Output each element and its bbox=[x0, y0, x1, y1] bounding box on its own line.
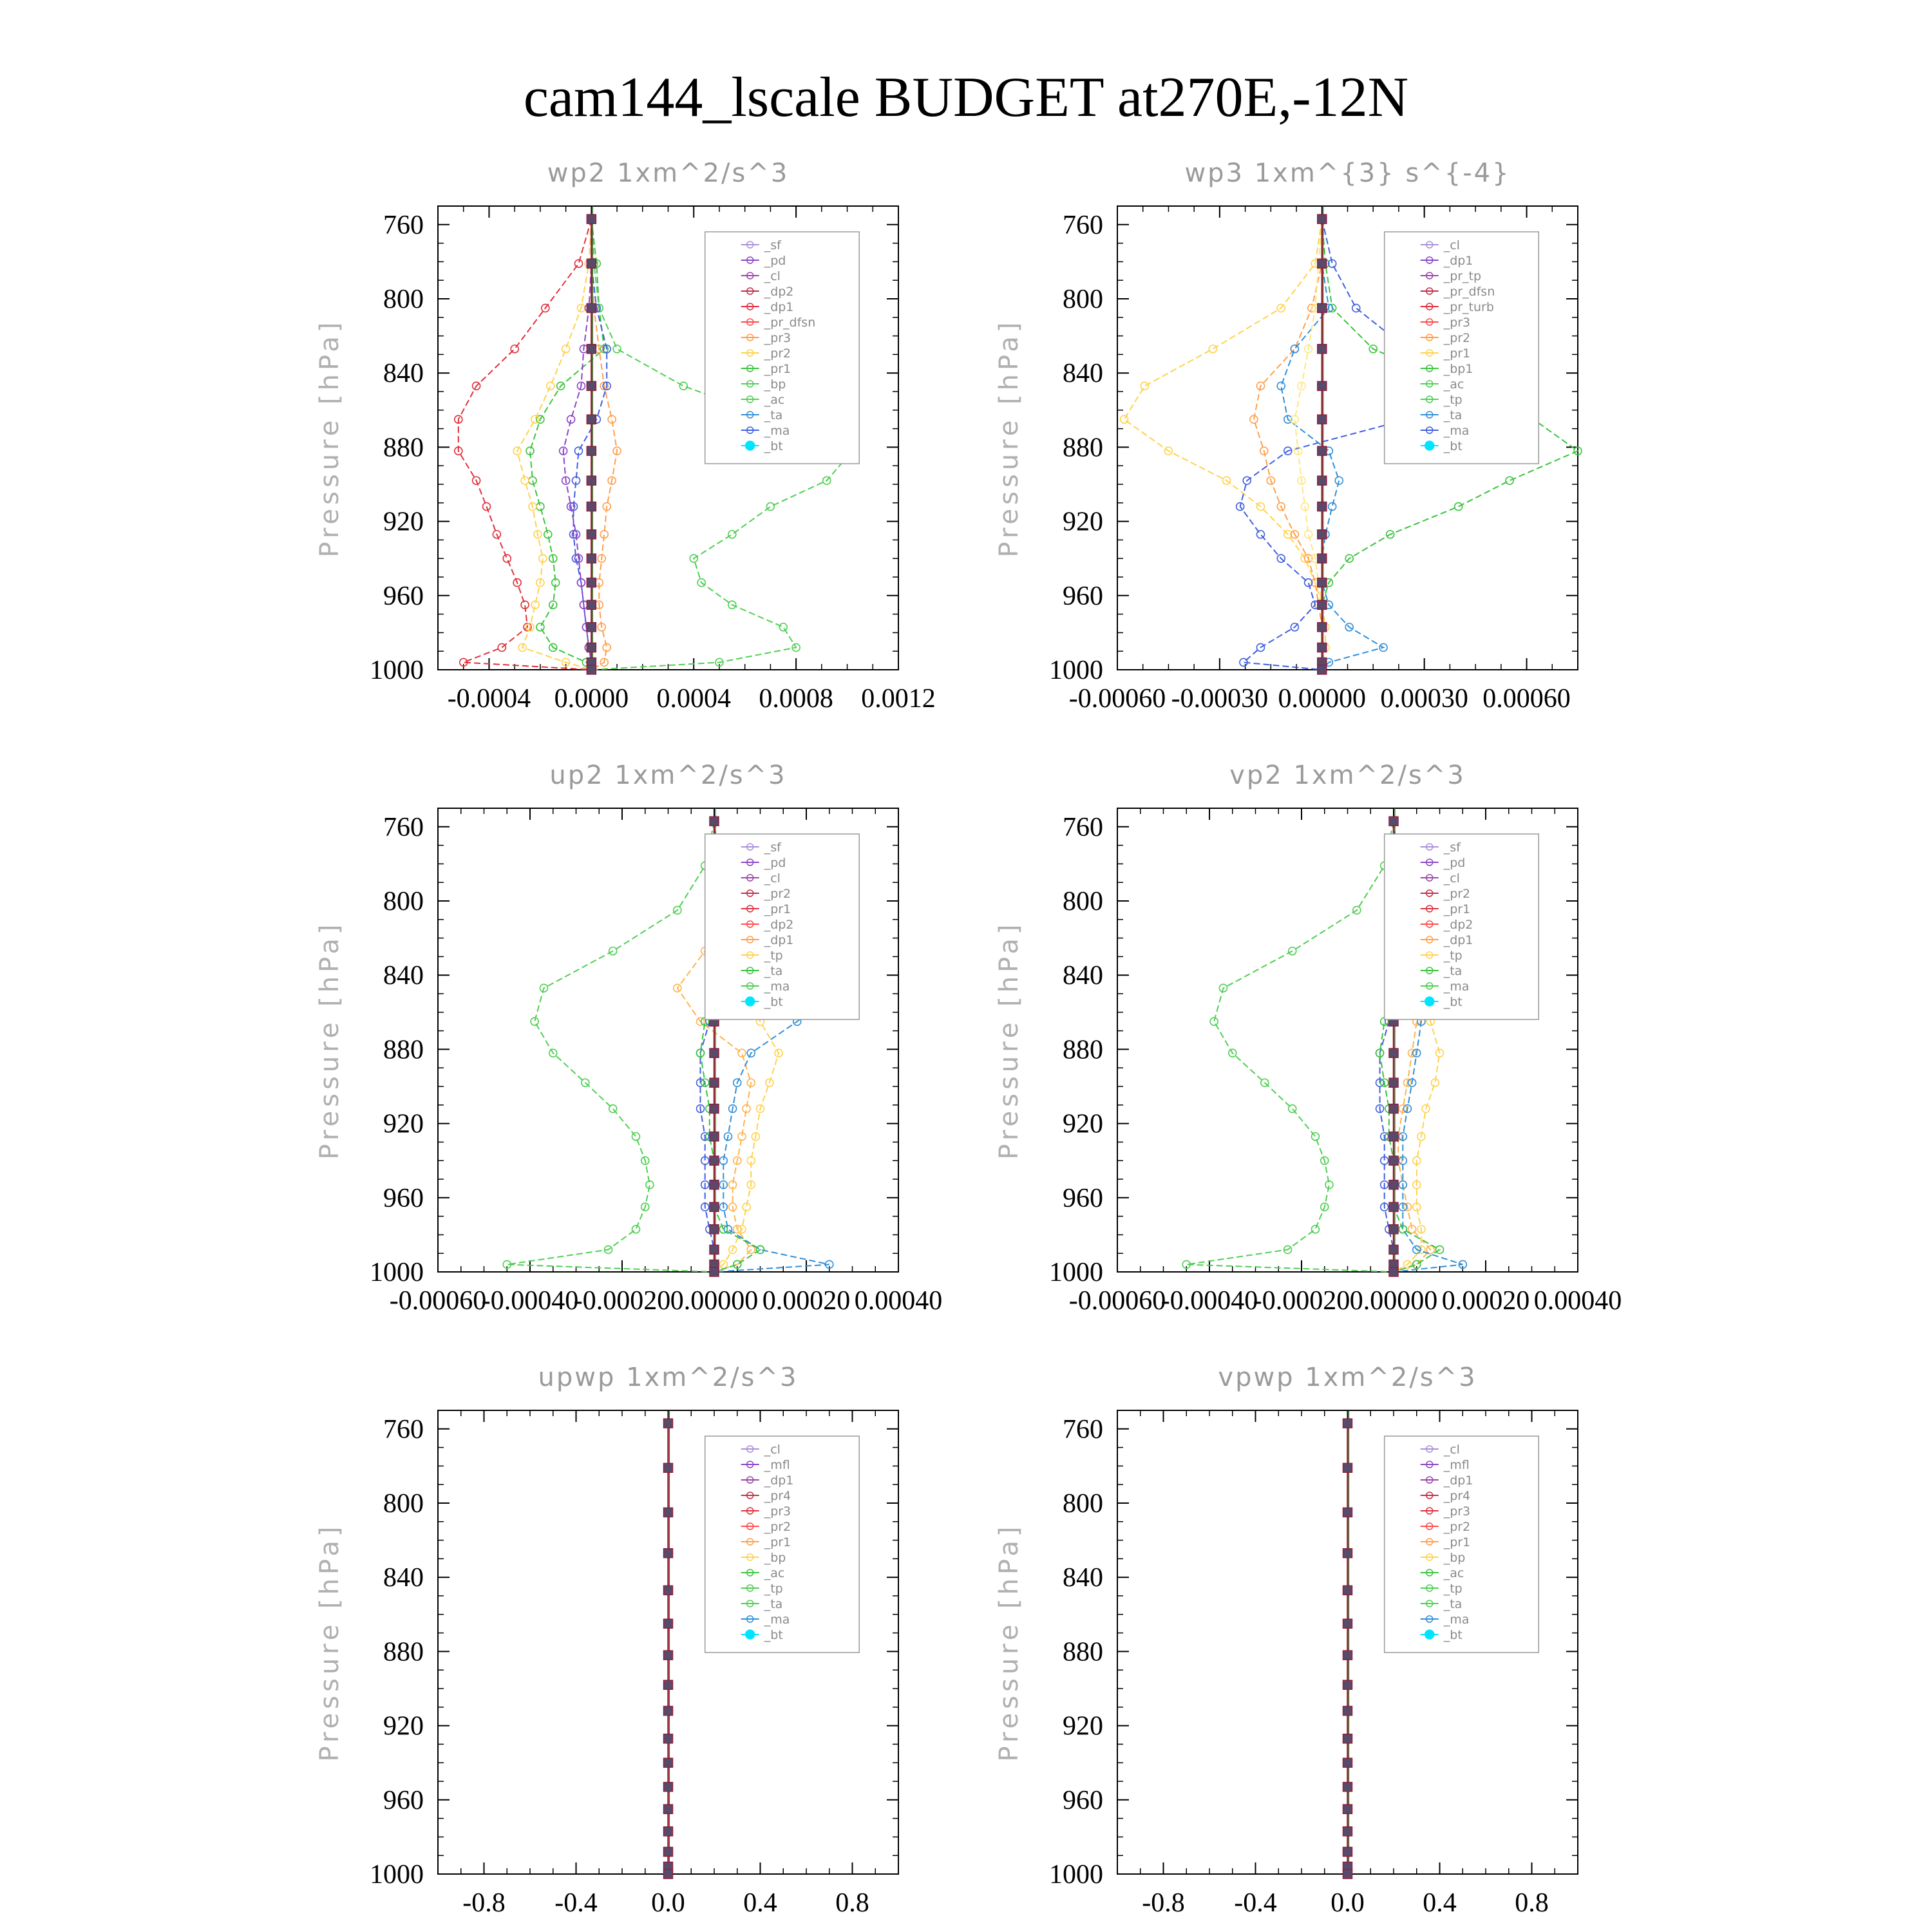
zero-marker bbox=[664, 1619, 673, 1628]
y-tick-label: 1000 bbox=[1049, 656, 1103, 685]
y-axis-label: Pressure [hPa] bbox=[994, 920, 1024, 1160]
x-tick-label: 0.00040 bbox=[1533, 1286, 1622, 1316]
y-tick-label: 760 bbox=[1063, 1414, 1103, 1444]
x-tick-label: -0.8 bbox=[1142, 1888, 1185, 1918]
y-axis-label: Pressure [hPa] bbox=[994, 1522, 1024, 1762]
legend bbox=[705, 1436, 860, 1653]
zero-marker bbox=[1343, 1734, 1352, 1743]
y-tick-label: 920 bbox=[1063, 1109, 1103, 1139]
x-tick-label: -0.8 bbox=[462, 1888, 506, 1918]
zero-marker bbox=[1318, 446, 1327, 455]
legend-label: _pr_tp bbox=[1443, 269, 1482, 283]
y-tick-label: 1000 bbox=[370, 1860, 424, 1889]
zero-marker bbox=[587, 530, 596, 539]
legend-marker bbox=[1425, 997, 1434, 1006]
x-tick-label: 0.0000 bbox=[554, 684, 629, 714]
x-tick-label: -0.00020 bbox=[1253, 1286, 1350, 1316]
legend-label: _pr_turb bbox=[1443, 300, 1494, 314]
zero-marker bbox=[587, 259, 596, 268]
zero-marker bbox=[1318, 643, 1327, 652]
panel-title: wp3 1xm^{3} s^{-4} bbox=[1184, 158, 1511, 188]
legend bbox=[705, 834, 860, 1019]
y-tick-label: 840 bbox=[1063, 961, 1103, 991]
legend-label: _pr1 bbox=[1443, 1535, 1471, 1549]
x-tick-label: 0.00040 bbox=[854, 1286, 943, 1316]
y-tick-label: 800 bbox=[383, 887, 424, 916]
zero-marker bbox=[1318, 623, 1327, 632]
zero-marker bbox=[664, 1549, 673, 1558]
legend-label: _dp1 bbox=[764, 933, 794, 947]
zero-marker bbox=[710, 1202, 719, 1211]
legend-label: _pr1 bbox=[764, 1535, 791, 1549]
legend-label: _bp bbox=[764, 1551, 786, 1565]
zero-marker bbox=[587, 665, 596, 674]
zero-marker bbox=[664, 1463, 673, 1472]
zero-marker bbox=[710, 1078, 719, 1087]
legend-label: _dp1 bbox=[764, 300, 794, 314]
zero-marker bbox=[710, 1104, 719, 1113]
legend-label: _pr1 bbox=[1443, 346, 1471, 361]
zero-marker bbox=[664, 1734, 673, 1743]
zero-marker bbox=[587, 476, 596, 485]
y-axis-label: Pressure [hPa] bbox=[994, 318, 1024, 558]
zero-marker bbox=[664, 1783, 673, 1792]
zero-marker bbox=[1318, 530, 1327, 539]
legend-label: _sf bbox=[764, 840, 781, 855]
y-tick-label: 960 bbox=[1063, 581, 1103, 611]
x-tick-label: 0.00020 bbox=[762, 1286, 851, 1316]
y-tick-label: 960 bbox=[383, 1785, 424, 1815]
y-tick-label: 840 bbox=[1063, 1563, 1103, 1593]
legend-label: _ac bbox=[1443, 377, 1464, 392]
panel-title: vpwp 1xm^2/s^3 bbox=[1218, 1363, 1477, 1392]
y-tick-label: 920 bbox=[1063, 1711, 1103, 1741]
legend-label: _cl bbox=[1443, 238, 1460, 252]
zero-marker bbox=[1343, 1758, 1352, 1767]
legend-label: _ma bbox=[764, 1613, 790, 1627]
zero-marker bbox=[587, 415, 596, 424]
zero-marker bbox=[664, 1680, 673, 1689]
legend-label: _tp bbox=[1443, 949, 1463, 963]
y-tick-label: 800 bbox=[1063, 1489, 1103, 1519]
legend-label: _dp1 bbox=[1443, 254, 1473, 268]
x-tick-label: 0.0 bbox=[651, 1888, 685, 1918]
zero-marker bbox=[1343, 1827, 1352, 1836]
y-tick-label: 1000 bbox=[1049, 1258, 1103, 1287]
y-tick-label: 1000 bbox=[370, 656, 424, 685]
legend-label: _ta bbox=[764, 1597, 783, 1611]
zero-marker bbox=[664, 1827, 673, 1836]
x-tick-label: -0.00020 bbox=[573, 1286, 671, 1316]
y-tick-label: 800 bbox=[383, 1489, 424, 1519]
legend-label: _pr3 bbox=[764, 331, 791, 345]
y-axis-label: Pressure [hPa] bbox=[315, 920, 345, 1160]
legend-label: _pr1 bbox=[764, 902, 791, 916]
legend-label: _pr2 bbox=[764, 346, 791, 361]
legend-marker bbox=[746, 441, 755, 450]
y-tick-label: 880 bbox=[1063, 433, 1103, 463]
zero-marker bbox=[710, 1048, 719, 1057]
zero-marker bbox=[1343, 1783, 1352, 1792]
zero-marker bbox=[1389, 1078, 1398, 1087]
legend-label: _pr3 bbox=[1443, 1504, 1471, 1519]
legend-label: _pr4 bbox=[1443, 1489, 1471, 1503]
legend-label: _bt bbox=[764, 439, 783, 453]
legend-label: _ac bbox=[764, 1566, 785, 1580]
zero-marker bbox=[1318, 345, 1327, 354]
legend-label: _pr4 bbox=[764, 1489, 791, 1503]
y-tick-label: 800 bbox=[1063, 887, 1103, 916]
legend bbox=[1385, 232, 1539, 464]
legend-label: _ta bbox=[764, 408, 783, 422]
x-tick-label: -0.00030 bbox=[1171, 684, 1269, 714]
y-tick-label: 760 bbox=[1063, 812, 1103, 842]
zero-marker bbox=[710, 1245, 719, 1254]
legend-label: _bp bbox=[764, 377, 786, 392]
zero-marker bbox=[1343, 1707, 1352, 1716]
legend-label: _tp bbox=[1443, 1582, 1463, 1596]
legend bbox=[1385, 834, 1539, 1019]
legend-label: _cl bbox=[764, 1443, 781, 1457]
zero-marker bbox=[1389, 1132, 1398, 1141]
y-tick-label: 760 bbox=[1063, 210, 1103, 240]
y-tick-label: 1000 bbox=[1049, 1860, 1103, 1889]
legend-label: _bt bbox=[1443, 439, 1463, 453]
legend-label: _pr2 bbox=[1443, 1520, 1471, 1534]
zero-marker bbox=[1318, 502, 1327, 511]
x-tick-label: 0.00000 bbox=[670, 1286, 759, 1316]
zero-marker bbox=[664, 1707, 673, 1716]
legend-marker bbox=[1425, 441, 1434, 450]
legend-label: _tp bbox=[764, 1582, 783, 1596]
legend bbox=[705, 232, 860, 464]
zero-marker bbox=[1389, 817, 1398, 826]
x-tick-label: -0.00040 bbox=[1160, 1286, 1258, 1316]
y-tick-label: 960 bbox=[383, 581, 424, 611]
zero-marker bbox=[1343, 1651, 1352, 1660]
legend-label: _pr3 bbox=[764, 1504, 791, 1519]
zero-marker bbox=[664, 1870, 673, 1879]
zero-marker bbox=[664, 1758, 673, 1767]
legend-label: _bt bbox=[1443, 995, 1463, 1009]
legend-label: _pr3 bbox=[1443, 316, 1471, 330]
legend-label: _bt bbox=[1443, 1628, 1463, 1642]
zero-marker bbox=[1389, 1180, 1398, 1189]
y-tick-label: 880 bbox=[1063, 1637, 1103, 1667]
zero-marker bbox=[587, 303, 596, 312]
y-tick-label: 800 bbox=[1063, 285, 1103, 314]
legend-label: _ma bbox=[1443, 1613, 1470, 1627]
zero-marker bbox=[1343, 1586, 1352, 1595]
legend-label: _pr1 bbox=[764, 362, 791, 376]
y-tick-label: 880 bbox=[383, 1637, 424, 1667]
x-tick-label: 0.00000 bbox=[1349, 1286, 1438, 1316]
panel-title: up2 1xm^2/s^3 bbox=[549, 761, 787, 790]
x-tick-label: 0.0004 bbox=[656, 684, 731, 714]
zero-marker bbox=[587, 446, 596, 455]
x-tick-label: -0.4 bbox=[554, 1888, 598, 1918]
zero-marker bbox=[1318, 303, 1327, 312]
zero-marker bbox=[664, 1804, 673, 1814]
x-tick-label: 0.00030 bbox=[1380, 684, 1468, 714]
zero-marker bbox=[710, 1180, 719, 1189]
legend-label: _bt bbox=[764, 995, 783, 1009]
y-tick-label: 840 bbox=[383, 359, 424, 389]
y-tick-label: 840 bbox=[383, 961, 424, 991]
legend-label: _bp1 bbox=[1443, 362, 1473, 376]
zero-marker bbox=[1389, 1267, 1398, 1276]
y-tick-label: 920 bbox=[383, 1109, 424, 1139]
y-axis-label: Pressure [hPa] bbox=[315, 1522, 345, 1762]
legend-label: _pr2 bbox=[1443, 331, 1471, 345]
legend-label: _pr2 bbox=[764, 1520, 791, 1534]
x-tick-label: 0.00020 bbox=[1441, 1286, 1530, 1316]
zero-marker bbox=[664, 1419, 673, 1428]
y-tick-label: 960 bbox=[383, 1183, 424, 1213]
zero-marker bbox=[1343, 1680, 1352, 1689]
zero-marker bbox=[1318, 381, 1327, 390]
y-tick-label: 880 bbox=[383, 433, 424, 463]
legend-label: _pr_dfsn bbox=[764, 316, 816, 330]
legend-label: _bp bbox=[1443, 1551, 1466, 1565]
x-tick-label: -0.4 bbox=[1234, 1888, 1277, 1918]
x-tick-label: 0.0012 bbox=[861, 684, 936, 714]
zero-marker bbox=[1343, 1508, 1352, 1517]
legend-label: _ta bbox=[1443, 964, 1463, 978]
zero-marker bbox=[587, 381, 596, 390]
legend-label: _bt bbox=[764, 1628, 783, 1642]
x-tick-label: 0.00000 bbox=[1278, 684, 1367, 714]
x-tick-label: 0.0008 bbox=[759, 684, 833, 714]
zero-marker bbox=[1343, 1419, 1352, 1428]
legend-marker bbox=[1425, 1630, 1434, 1639]
legend-marker bbox=[746, 1630, 755, 1639]
zero-marker bbox=[1389, 1156, 1398, 1165]
zero-marker bbox=[710, 817, 719, 826]
zero-marker bbox=[1318, 554, 1327, 563]
legend-label: _pd bbox=[764, 254, 786, 268]
y-tick-label: 960 bbox=[1063, 1785, 1103, 1815]
zero-marker bbox=[1389, 1245, 1398, 1254]
zero-marker bbox=[1343, 1549, 1352, 1558]
legend-label: _ac bbox=[1443, 1566, 1464, 1580]
x-tick-label: -0.00060 bbox=[1068, 684, 1166, 714]
legend-label: _dp1 bbox=[1443, 933, 1473, 947]
x-tick-label: 0.4 bbox=[1423, 1888, 1457, 1918]
y-tick-label: 760 bbox=[383, 812, 424, 842]
zero-marker bbox=[1343, 1619, 1352, 1628]
legend-label: _tp bbox=[1443, 393, 1463, 407]
x-tick-label: -0.00060 bbox=[389, 1286, 487, 1316]
y-tick-label: 800 bbox=[383, 285, 424, 314]
x-tick-label: 0.0 bbox=[1331, 1888, 1365, 1918]
y-tick-label: 840 bbox=[1063, 359, 1103, 389]
zero-marker bbox=[1343, 1804, 1352, 1814]
legend-label: _sf bbox=[1443, 840, 1461, 855]
y-tick-label: 920 bbox=[383, 1711, 424, 1741]
x-tick-label: -0.0004 bbox=[447, 684, 531, 714]
zero-marker bbox=[587, 623, 596, 632]
legend-label: _ma bbox=[1443, 980, 1470, 994]
legend-label: _ac bbox=[764, 393, 785, 407]
legend-label: _ma bbox=[1443, 424, 1470, 438]
legend-label: _dp1 bbox=[764, 1473, 794, 1488]
legend-label: _ta bbox=[1443, 1597, 1463, 1611]
legend-label: _sf bbox=[764, 238, 781, 252]
legend-label: _pr_dfsn bbox=[1443, 285, 1495, 299]
zero-marker bbox=[664, 1508, 673, 1517]
legend-label: _pr2 bbox=[764, 887, 791, 901]
zero-marker bbox=[587, 600, 596, 609]
y-tick-label: 960 bbox=[1063, 1183, 1103, 1213]
x-tick-label: 0.8 bbox=[1515, 1888, 1549, 1918]
zero-marker bbox=[710, 1225, 719, 1234]
zero-marker bbox=[1318, 665, 1327, 674]
zero-marker bbox=[710, 1267, 719, 1276]
y-tick-label: 880 bbox=[1063, 1035, 1103, 1065]
x-tick-label: 0.4 bbox=[743, 1888, 777, 1918]
legend-label: _pr2 bbox=[1443, 887, 1471, 901]
figure-title: cam144_lscale BUDGET at270E,-12N bbox=[523, 66, 1409, 129]
panel-title: upwp 1xm^2/s^3 bbox=[538, 1363, 799, 1392]
legend-label: _ma bbox=[764, 980, 790, 994]
legend-label: _pd bbox=[1443, 856, 1466, 870]
legend-label: _dp1 bbox=[1443, 1473, 1473, 1488]
y-tick-label: 1000 bbox=[370, 1258, 424, 1287]
y-tick-label: 840 bbox=[383, 1563, 424, 1593]
legend-label: _pr1 bbox=[1443, 902, 1471, 916]
y-tick-label: 880 bbox=[383, 1035, 424, 1065]
legend-label: _mfl bbox=[1443, 1458, 1470, 1472]
zero-marker bbox=[1389, 1104, 1398, 1113]
zero-marker bbox=[587, 214, 596, 223]
panel-title: vp2 1xm^2/s^3 bbox=[1229, 761, 1466, 790]
zero-marker bbox=[1343, 1463, 1352, 1472]
zero-marker bbox=[1343, 1870, 1352, 1879]
x-tick-label: -0.00060 bbox=[1068, 1286, 1166, 1316]
zero-marker bbox=[1389, 1048, 1398, 1057]
legend-label: _cl bbox=[1443, 1443, 1460, 1457]
y-tick-label: 760 bbox=[383, 1414, 424, 1444]
y-tick-label: 920 bbox=[383, 507, 424, 537]
zero-marker bbox=[664, 1847, 673, 1856]
zero-marker bbox=[1318, 415, 1327, 424]
panel-title: wp2 1xm^2/s^3 bbox=[547, 158, 790, 188]
legend-label: _ma bbox=[764, 424, 790, 438]
zero-marker bbox=[664, 1586, 673, 1595]
zero-marker bbox=[664, 1651, 673, 1660]
zero-marker bbox=[1318, 214, 1327, 223]
zero-marker bbox=[1389, 1202, 1398, 1211]
legend-label: _dp2 bbox=[1443, 918, 1473, 932]
zero-marker bbox=[587, 502, 596, 511]
zero-marker bbox=[710, 1156, 719, 1165]
zero-marker bbox=[587, 554, 596, 563]
zero-marker bbox=[1343, 1847, 1352, 1856]
zero-marker bbox=[1318, 578, 1327, 587]
x-tick-label: 0.00060 bbox=[1482, 684, 1571, 714]
legend-label: _ta bbox=[764, 964, 783, 978]
legend-label: _ta bbox=[1443, 408, 1463, 422]
zero-marker bbox=[587, 643, 596, 652]
zero-marker bbox=[587, 345, 596, 354]
legend-label: _pd bbox=[764, 856, 786, 870]
y-tick-label: 760 bbox=[383, 210, 424, 240]
zero-marker bbox=[710, 1132, 719, 1141]
zero-marker bbox=[1318, 476, 1327, 485]
legend-label: _cl bbox=[764, 269, 781, 283]
legend-label: _cl bbox=[1443, 871, 1460, 886]
zero-marker bbox=[1318, 600, 1327, 609]
y-axis-label: Pressure [hPa] bbox=[315, 318, 345, 558]
zero-marker bbox=[1389, 1225, 1398, 1234]
legend-label: _dp2 bbox=[764, 918, 794, 932]
zero-marker bbox=[587, 578, 596, 587]
zero-marker bbox=[1318, 259, 1327, 268]
legend-marker bbox=[746, 997, 755, 1006]
legend-label: _mfl bbox=[764, 1458, 790, 1472]
x-tick-label: 0.8 bbox=[835, 1888, 869, 1918]
legend-label: _cl bbox=[764, 871, 781, 886]
y-tick-label: 920 bbox=[1063, 507, 1103, 537]
x-tick-label: -0.00040 bbox=[481, 1286, 579, 1316]
legend bbox=[1385, 1436, 1539, 1653]
legend-label: _dp2 bbox=[764, 285, 794, 299]
legend-label: _tp bbox=[764, 949, 783, 963]
